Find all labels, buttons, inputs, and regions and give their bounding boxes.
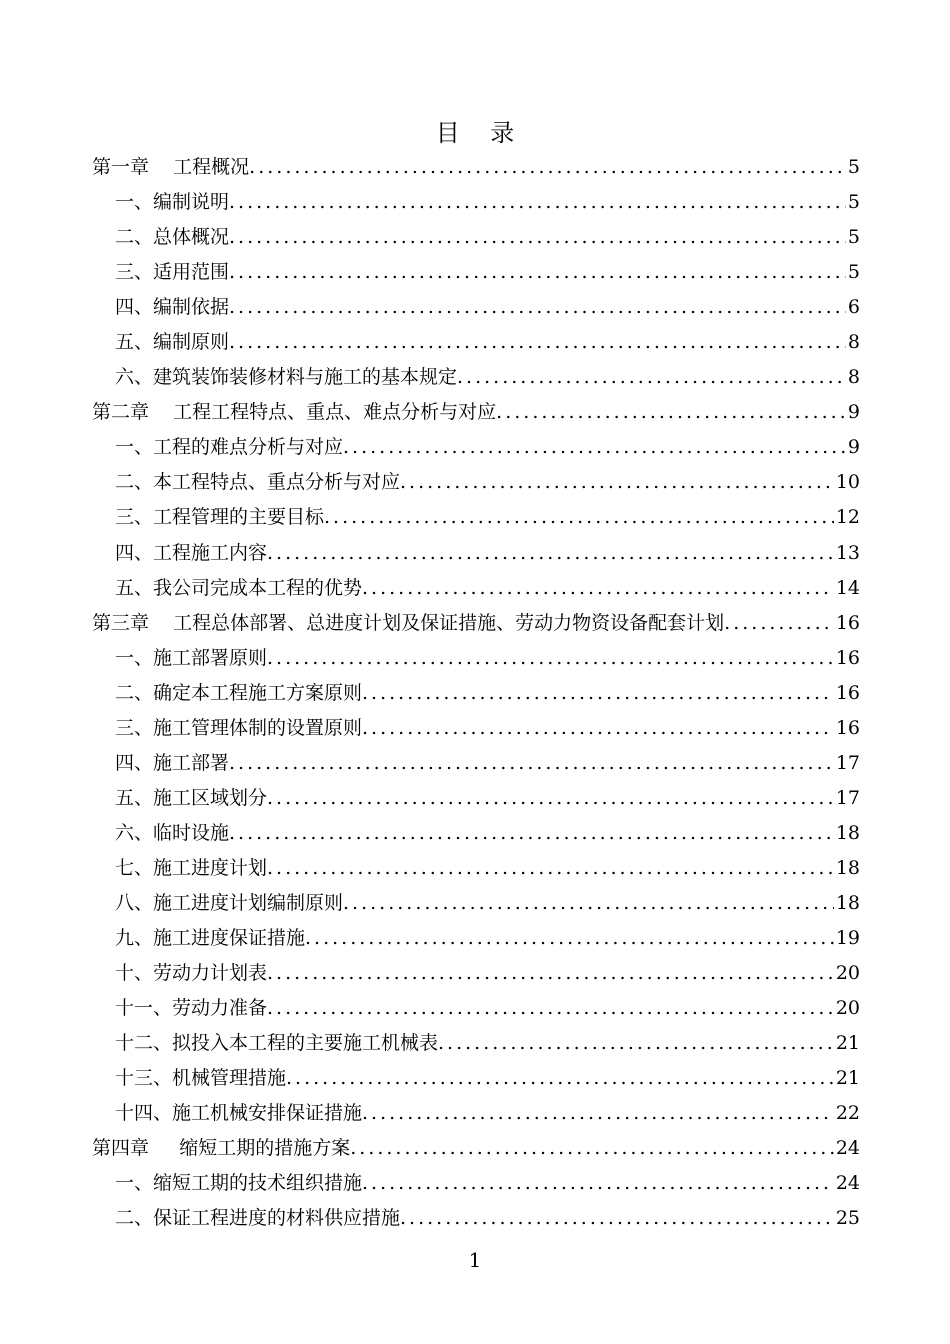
toc-dot-leader (229, 325, 846, 360)
toc-dot-leader (249, 150, 846, 185)
toc-entry-page: 8 (847, 366, 860, 389)
toc-dot-leader (350, 1131, 834, 1166)
toc-entry-page: 13 (835, 541, 860, 564)
toc-section-entry[interactable] (92, 536, 860, 571)
toc-section-entry[interactable] (92, 360, 860, 395)
toc-dot-leader (229, 290, 846, 325)
toc-entry-page: 18 (835, 856, 860, 879)
toc-entry-label: 一、缩短工期的技术组织措施 (115, 1172, 363, 1195)
toc-dot-leader (305, 921, 834, 956)
toc-entry-label: 三、工程管理的主要目标 (115, 506, 325, 529)
toc-entry-page: 9 (847, 436, 860, 459)
toc-dot-leader (362, 1166, 834, 1201)
toc-section-entry[interactable] (92, 781, 860, 816)
toc-dot-leader (229, 220, 846, 255)
toc-section-entry[interactable] (92, 500, 860, 535)
toc-entry-page: 24 (835, 1137, 860, 1160)
toc-section-entry[interactable] (92, 956, 860, 991)
toc-entry-page: 19 (835, 927, 860, 950)
toc-dot-leader (267, 991, 834, 1026)
toc-dot-leader (400, 1201, 834, 1236)
toc-dot-leader (229, 816, 834, 851)
toc-dot-leader (267, 851, 834, 886)
toc-entry-page: 20 (835, 997, 860, 1020)
toc-entry-label: 二、确定本工程施工方案原则 (115, 681, 363, 704)
toc-entry-page: 16 (835, 646, 860, 669)
toc-entry-page: 14 (835, 576, 860, 599)
toc-entry-label: 四、施工部署 (115, 751, 230, 774)
toc-entry-label: 第三章 工程总体部署、总进度计划及保证措施、劳动力物资设备配套计划 (92, 611, 725, 634)
toc-entry-page: 6 (847, 296, 860, 319)
toc-dot-leader (362, 676, 834, 711)
toc-dot-leader (286, 1061, 834, 1096)
toc-section-entry[interactable] (92, 185, 860, 220)
toc-entry-page: 5 (847, 191, 860, 214)
toc-section-entry[interactable] (92, 711, 860, 746)
toc-section-entry[interactable] (92, 465, 860, 500)
toc-section-entry[interactable] (92, 1061, 860, 1096)
toc-entry-page: 18 (835, 891, 860, 914)
toc-entry-label: 二、本工程特点、重点分析与对应 (115, 471, 401, 494)
toc-dot-leader (438, 1026, 834, 1061)
toc-entry-label: 第一章 工程概况 (92, 156, 250, 178)
toc-entry-label: 二、总体概况 (115, 226, 230, 249)
toc-entry-label: 五、施工区域划分 (115, 786, 268, 809)
toc-dot-leader (724, 606, 834, 641)
toc-entry-page: 17 (835, 751, 860, 774)
toc-chapter-entry[interactable] (92, 150, 860, 185)
toc-entry-page: 18 (835, 821, 860, 844)
toc-section-entry[interactable] (92, 746, 860, 781)
toc-section-entry[interactable] (92, 290, 860, 325)
toc-dot-leader (496, 395, 846, 430)
toc-dot-leader (457, 360, 846, 395)
toc-entry-label: 七、施工进度计划 (115, 856, 268, 879)
toc-entry-label: 四、编制依据 (115, 296, 230, 319)
toc-entry-label: 五、我公司完成本工程的优势 (115, 576, 363, 599)
toc-entry-label: 十四、施工机械安排保证措施 (115, 1102, 363, 1125)
toc-entry-label: 五、编制原则 (115, 331, 230, 354)
toc-dot-leader (229, 185, 846, 220)
toc-entry-page: 16 (835, 681, 860, 704)
toc-dot-leader (267, 956, 834, 991)
toc-entry-page: 17 (835, 786, 860, 809)
toc-chapter-entry[interactable] (92, 606, 860, 641)
toc-entry-label: 六、临时设施 (115, 821, 230, 844)
toc-entry-page: 12 (835, 506, 860, 529)
toc-entry-page: 16 (835, 716, 860, 739)
toc-section-entry[interactable] (92, 571, 860, 606)
toc-section-entry[interactable] (92, 1166, 860, 1201)
page-number: 1 (468, 1248, 482, 1272)
toc-entry-page: 8 (847, 331, 860, 354)
toc-entry-label: 二、保证工程进度的材料供应措施 (115, 1207, 401, 1230)
toc-entry-page: 21 (835, 1067, 860, 1090)
toc-entry-label: 十一、劳动力准备 (115, 997, 268, 1020)
toc-dot-leader (229, 255, 846, 290)
toc-section-entry[interactable] (92, 255, 860, 290)
toc-entry-label: 第四章 缩短工期的措施方案 (92, 1137, 351, 1160)
toc-chapter-entry[interactable] (92, 395, 860, 430)
toc-entry-page: 25 (835, 1207, 860, 1230)
toc-section-entry[interactable] (92, 1026, 860, 1061)
toc-section-entry[interactable] (92, 851, 860, 886)
toc-dot-leader (400, 465, 834, 500)
toc-entry-label: 三、适用范围 (115, 261, 230, 284)
toc-section-entry[interactable] (92, 886, 860, 921)
toc-entry-label: 一、工程的难点分析与对应 (115, 436, 344, 459)
toc-entry-page: 10 (835, 471, 860, 494)
toc-dot-leader (324, 500, 834, 535)
toc-section-entry[interactable] (92, 921, 860, 956)
toc-section-entry[interactable] (92, 1096, 860, 1131)
toc-entry-label: 第二章 工程工程特点、重点、难点分析与对应 (92, 401, 497, 424)
toc-entry-page: 5 (847, 261, 860, 284)
toc-dot-leader (343, 430, 846, 465)
toc-list (92, 150, 860, 1236)
toc-section-entry[interactable] (92, 220, 860, 255)
toc-section-entry[interactable] (92, 676, 860, 711)
toc-section-entry[interactable] (92, 430, 860, 465)
toc-entry-label: 六、建筑装饰装修材料与施工的基本规定 (115, 366, 458, 389)
toc-entry-page: 5 (847, 226, 860, 249)
toc-entry-label: 四、工程施工内容 (115, 541, 268, 564)
toc-dot-leader (362, 711, 834, 746)
toc-entry-label: 十二、拟投入本工程的主要施工机械表 (115, 1032, 439, 1055)
toc-entry-label: 三、施工管理体制的设置原则 (115, 716, 363, 739)
toc-entry-label: 九、施工进度保证措施 (115, 927, 306, 950)
toc-entry-page: 24 (835, 1172, 860, 1195)
toc-dot-leader (267, 536, 834, 571)
toc-entry-page: 5 (847, 156, 860, 178)
toc-section-entry[interactable] (92, 816, 860, 851)
toc-entry-label: 八、施工进度计划编制原则 (115, 891, 344, 914)
toc-dot-leader (267, 641, 834, 676)
toc-entry-page: 22 (835, 1102, 860, 1125)
toc-entry-page: 16 (835, 611, 860, 634)
toc-entry-label: 一、施工部署原则 (115, 646, 268, 669)
toc-section-entry[interactable] (92, 991, 860, 1026)
toc-dot-leader (267, 781, 834, 816)
toc-entry-page: 21 (835, 1032, 860, 1055)
toc-entry-page: 9 (847, 401, 860, 424)
toc-section-entry[interactable] (92, 641, 860, 676)
toc-dot-leader (229, 746, 834, 781)
toc-entry-label: 十三、机械管理措施 (115, 1067, 287, 1090)
toc-chapter-entry[interactable] (92, 1131, 860, 1166)
toc-entry-label: 十、劳动力计划表 (115, 962, 268, 985)
toc-entry-label: 一、编制说明 (115, 191, 230, 214)
toc-dot-leader (362, 571, 834, 606)
toc-dot-leader (362, 1096, 834, 1131)
toc-title: 目 录 (435, 119, 515, 147)
toc-section-entry[interactable] (92, 1201, 860, 1236)
toc-entry-page: 20 (835, 962, 860, 985)
toc-section-entry[interactable] (92, 325, 860, 360)
toc-dot-leader (343, 886, 834, 921)
